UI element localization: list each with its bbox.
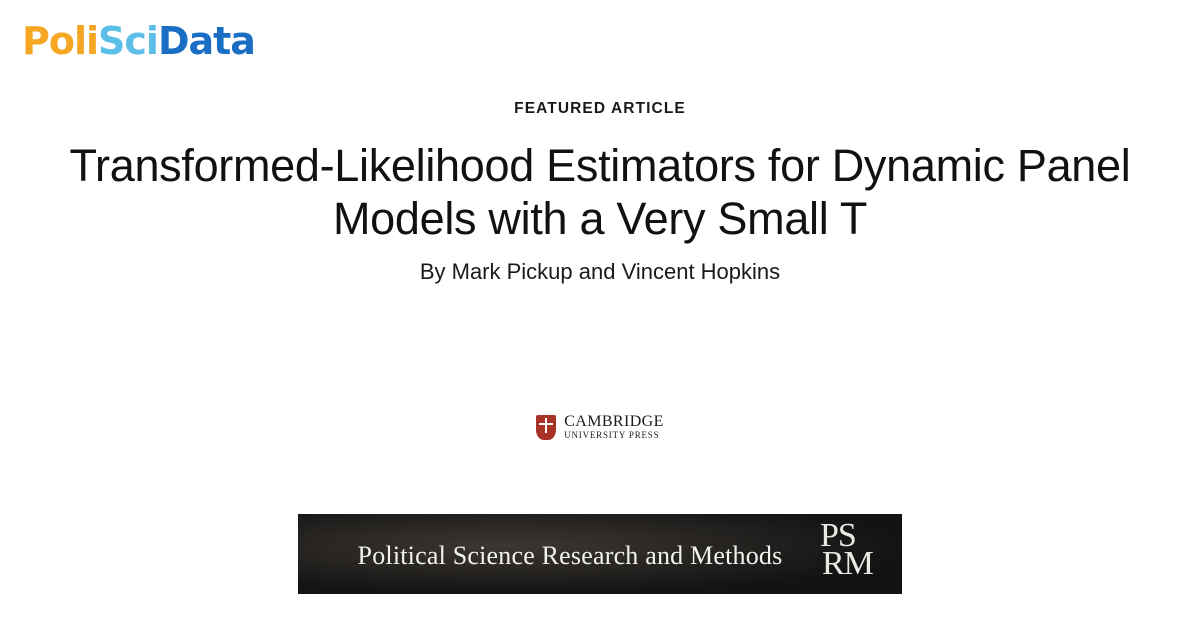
- logo-text-sci: Sci: [98, 19, 158, 63]
- journal-banner: [298, 514, 902, 594]
- publisher-text: [564, 414, 664, 440]
- publisher-name: CAMBRIDGE: [564, 413, 664, 430]
- logo-text-poli: Poli: [22, 19, 99, 63]
- psrm-logo-line1: PS: [820, 517, 856, 554]
- page-title: Transformed-Likelihood Estimators for Dynamic Panel Models with a Very Small T: [69, 140, 1131, 245]
- psrm-logo-line2: RM: [822, 544, 873, 582]
- featured-article-label: FEATURED ARTICLE: [514, 100, 686, 117]
- logo-text-data: Data: [157, 19, 255, 63]
- publisher-logo: [0, 414, 1200, 440]
- journal-title: Political Science Research and Methods: [357, 541, 783, 570]
- psrm-logo: [820, 517, 890, 588]
- author-byline: By Mark Pickup and Vincent Hopkins: [419, 259, 781, 285]
- cambridge-shield-icon: [536, 415, 556, 440]
- publisher-subtitle: UNIVERSITY PRESS: [564, 429, 660, 440]
